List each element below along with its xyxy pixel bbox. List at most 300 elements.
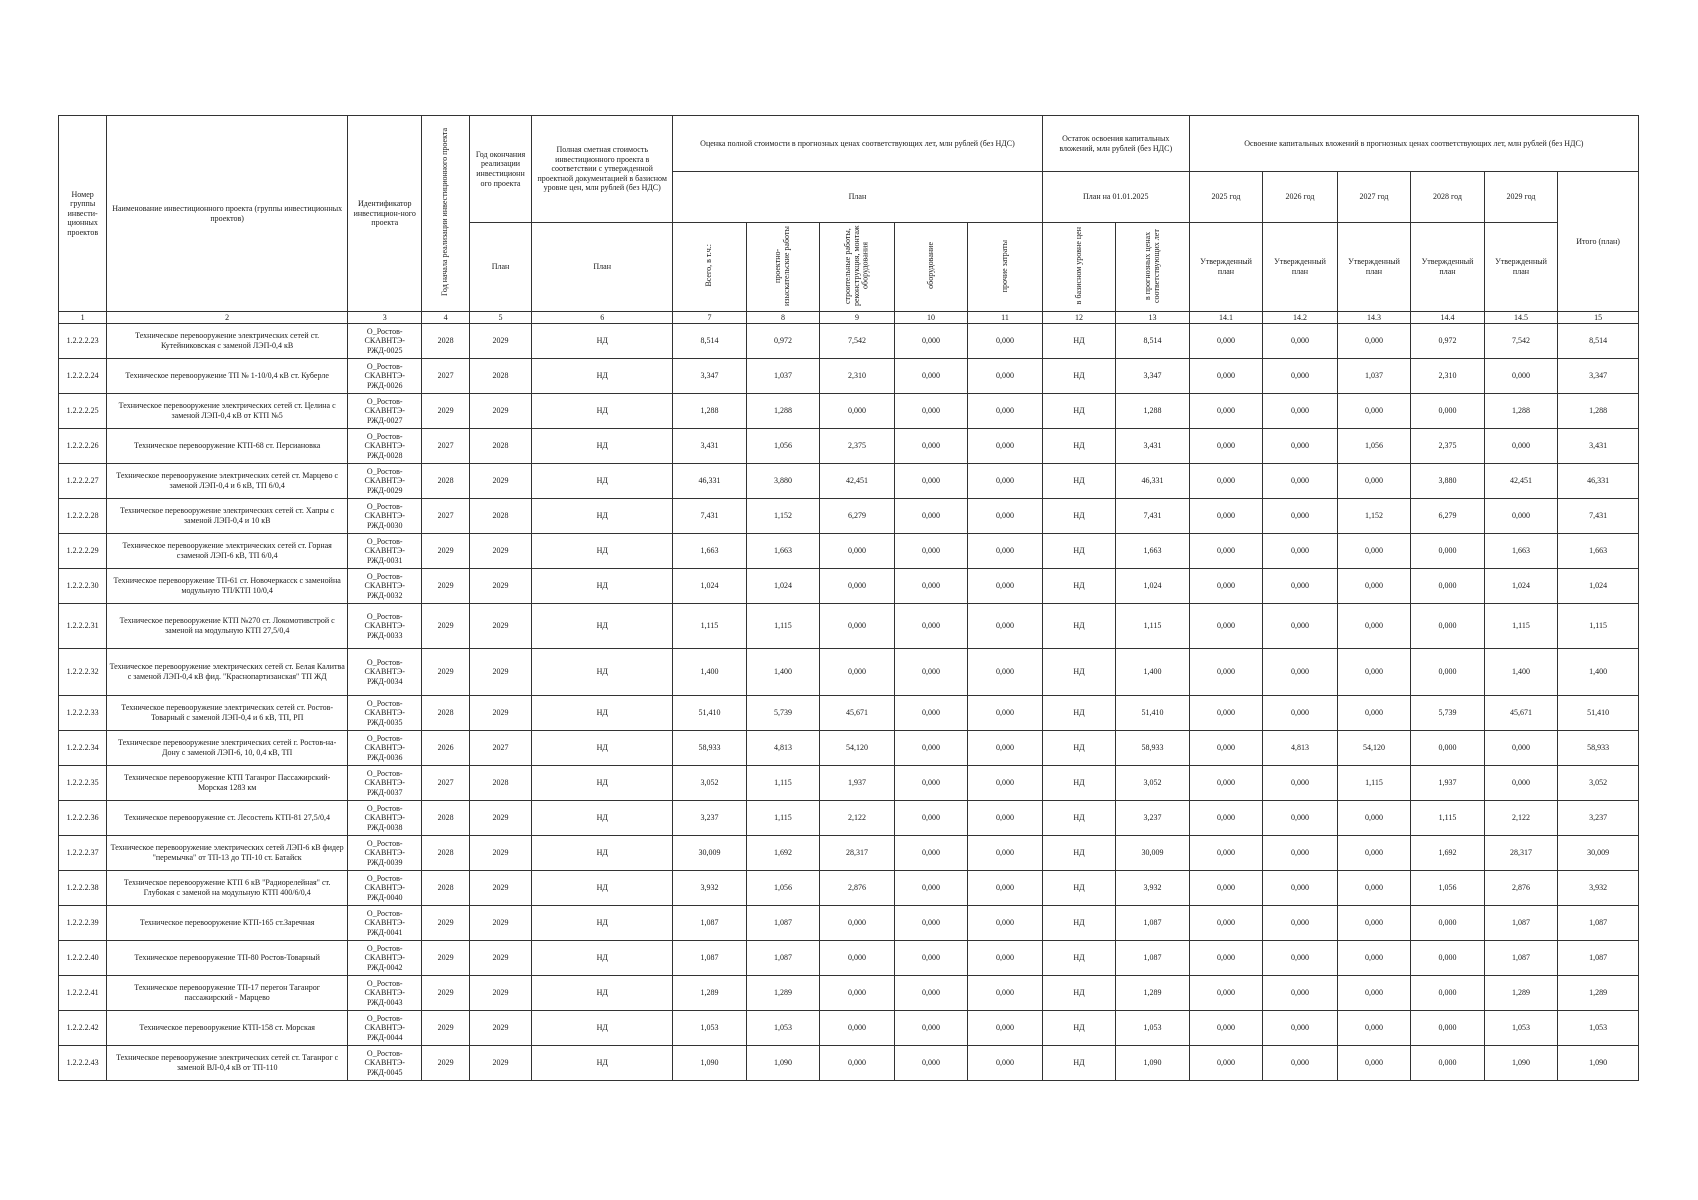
cell-remaining-base: НД: [1042, 906, 1116, 941]
cell-construction: 54,120: [820, 731, 895, 766]
cell-end-year: 2029: [469, 801, 531, 836]
column-number: 6: [532, 312, 673, 324]
cell-base-cost: НД: [532, 871, 673, 906]
cell-end-year: 2029: [469, 976, 531, 1011]
header-approved-2029: Утвержденный план: [1484, 223, 1558, 312]
cell-2026: 0,000: [1263, 359, 1338, 394]
cell-total: 3,932: [673, 871, 747, 906]
cell-total: 1,087: [673, 906, 747, 941]
cell-total-plan: 3,237: [1558, 801, 1639, 836]
cell-group-number: 1.2.2.2.36: [59, 801, 107, 836]
cell-other: 0,000: [968, 394, 1043, 429]
cell-2027: 0,000: [1337, 649, 1411, 696]
table-body: [59, 324, 1639, 1081]
cell-construction: 0,000: [820, 941, 895, 976]
cell-2026: 0,000: [1263, 1046, 1338, 1081]
cell-remaining-base: НД: [1042, 649, 1116, 696]
cell-equipment: 0,000: [894, 871, 968, 906]
cell-other: 0,000: [968, 801, 1043, 836]
cell-group-number: 1.2.2.2.35: [59, 766, 107, 801]
cell-base-cost: НД: [532, 941, 673, 976]
cell-remaining-forecast: 7,431: [1116, 499, 1190, 534]
table-row: [59, 801, 1639, 836]
cell-group-number: 1.2.2.2.43: [59, 1046, 107, 1081]
cell-2026: 0,000: [1263, 906, 1338, 941]
cell-group-number: 1.2.2.2.29: [59, 534, 107, 569]
cell-remaining-base: НД: [1042, 359, 1116, 394]
cell-design: 1,288: [746, 394, 820, 429]
cell-base-cost: НД: [532, 429, 673, 464]
cell-design: 1,053: [746, 1011, 820, 1046]
table-row: [59, 766, 1639, 801]
cell-design: 1,087: [746, 941, 820, 976]
cell-base-cost: НД: [532, 731, 673, 766]
cell-equipment: 0,000: [894, 649, 968, 696]
cell-2025: 0,000: [1189, 941, 1263, 976]
column-number: 3: [347, 312, 422, 324]
column-number: 5: [469, 312, 531, 324]
cell-construction: 0,000: [820, 1011, 895, 1046]
column-number: 7: [673, 312, 747, 324]
cell-equipment: 0,000: [894, 534, 968, 569]
cell-project-id: О_Ростов-СКАВНТЭ-РЖД-0038: [347, 801, 422, 836]
cell-other: 0,000: [968, 649, 1043, 696]
cell-2029: 1,087: [1484, 941, 1558, 976]
cell-design: 1,289: [746, 976, 820, 1011]
cell-project-id: О_Ростов-СКАВНТЭ-РЖД-0031: [347, 534, 422, 569]
cell-project-id: О_Ростов-СКАВНТЭ-РЖД-0036: [347, 731, 422, 766]
cell-2029: 1,024: [1484, 569, 1558, 604]
cell-start-year: 2029: [422, 941, 469, 976]
cell-2029: 7,542: [1484, 324, 1558, 359]
cell-start-year: 2029: [422, 1046, 469, 1081]
cell-project-name: Техническое перевооружение электрических сетей г. Ростов-на-Дону с заменой ЛЭП-6, 10, 0,4 кВ, ТП: [107, 731, 348, 766]
header-end-year: Год окончания реализации инвестиционн ого проекта: [469, 116, 531, 223]
cell-2029: 2,876: [1484, 871, 1558, 906]
cell-2028: 3,880: [1411, 464, 1485, 499]
cell-2027: 0,000: [1337, 1046, 1411, 1081]
cell-remaining-forecast: 58,933: [1116, 731, 1190, 766]
cell-design: 5,739: [746, 696, 820, 731]
header-plan: План: [673, 172, 1043, 223]
cell-2028: 0,972: [1411, 324, 1485, 359]
cell-remaining-forecast: 1,288: [1116, 394, 1190, 429]
cell-2029: 0,000: [1484, 429, 1558, 464]
cell-end-year: 2029: [469, 324, 531, 359]
cell-project-name: Техническое перевооружение электрических сетей ст. Белая Калитва с заменой ЛЭП-0,4 кВ фид. "Краснопартизанская" ТП ЖД: [107, 649, 348, 696]
cell-base-cost: НД: [532, 569, 673, 604]
cell-remaining-forecast: 1,115: [1116, 604, 1190, 649]
cell-2029: 0,000: [1484, 359, 1558, 394]
cell-total: 58,933: [673, 731, 747, 766]
cell-remaining-base: НД: [1042, 499, 1116, 534]
cell-equipment: 0,000: [894, 941, 968, 976]
table-row: [59, 359, 1639, 394]
cell-2029: 1,663: [1484, 534, 1558, 569]
cell-end-year: 2029: [469, 1046, 531, 1081]
cell-remaining-forecast: 46,331: [1116, 464, 1190, 499]
cell-group-number: 1.2.2.2.24: [59, 359, 107, 394]
cell-total: 3,347: [673, 359, 747, 394]
cell-construction: 0,000: [820, 394, 895, 429]
cell-other: 0,000: [968, 1011, 1043, 1046]
cell-construction: 0,000: [820, 649, 895, 696]
header-year-2027: 2027 год: [1337, 172, 1411, 223]
table-header: [59, 116, 1639, 324]
cell-design: 1,692: [746, 836, 820, 871]
cell-2026: 0,000: [1263, 324, 1338, 359]
cell-2027: 1,152: [1337, 499, 1411, 534]
header-sub-construction: строительные работы, реконструкция, монтаж оборудования: [820, 223, 895, 312]
cell-other: 0,000: [968, 766, 1043, 801]
cell-remaining-forecast: 1,087: [1116, 906, 1190, 941]
cell-start-year: 2027: [422, 499, 469, 534]
cell-total-plan: 1,289: [1558, 976, 1639, 1011]
cell-total-plan: 1,288: [1558, 394, 1639, 429]
cell-other: 0,000: [968, 1046, 1043, 1081]
cell-project-name: Техническое перевооружение электрических сетей ст. Целина с заменой ЛЭП-0,4 кВ от КТП №5: [107, 394, 348, 429]
table-row: [59, 499, 1639, 534]
cell-equipment: 0,000: [894, 696, 968, 731]
cell-2026: 0,000: [1263, 429, 1338, 464]
cell-2027: 0,000: [1337, 871, 1411, 906]
table-row: [59, 976, 1639, 1011]
cell-2027: 54,120: [1337, 731, 1411, 766]
cell-2028: 5,739: [1411, 696, 1485, 731]
cell-total-plan: 8,514: [1558, 324, 1639, 359]
cell-2028: 1,115: [1411, 801, 1485, 836]
table-row: [59, 871, 1639, 906]
cell-project-id: О_Ростов-СКАВНТЭ-РЖД-0032: [347, 569, 422, 604]
column-number: 14.5: [1484, 312, 1558, 324]
cell-construction: 2,375: [820, 429, 895, 464]
cell-construction: 42,451: [820, 464, 895, 499]
cell-remaining-base: НД: [1042, 801, 1116, 836]
cell-2026: 0,000: [1263, 534, 1338, 569]
cell-end-year: 2029: [469, 906, 531, 941]
cell-equipment: 0,000: [894, 499, 968, 534]
cell-2027: 0,000: [1337, 976, 1411, 1011]
header-remaining: Остаток освоения капитальных вложений, млн рублей (без НДС): [1042, 116, 1189, 172]
cell-start-year: 2027: [422, 429, 469, 464]
cell-project-id: О_Ростов-СКАВНТЭ-РЖД-0041: [347, 906, 422, 941]
column-number: 11: [968, 312, 1043, 324]
column-number: 15: [1558, 312, 1639, 324]
cell-construction: 0,000: [820, 534, 895, 569]
cell-equipment: 0,000: [894, 906, 968, 941]
cell-remaining-forecast: 30,009: [1116, 836, 1190, 871]
column-number: 14.1: [1189, 312, 1263, 324]
cell-remaining-forecast: 1,087: [1116, 941, 1190, 976]
cell-base-cost: НД: [532, 359, 673, 394]
header-approved-2026: Утвержденный план: [1263, 223, 1338, 312]
cell-total-plan: 1,087: [1558, 906, 1639, 941]
cell-2025: 0,000: [1189, 324, 1263, 359]
cell-design: 1,037: [746, 359, 820, 394]
cell-total: 46,331: [673, 464, 747, 499]
cell-other: 0,000: [968, 499, 1043, 534]
column-number: 8: [746, 312, 820, 324]
cell-2029: 1,053: [1484, 1011, 1558, 1046]
cell-total: 3,052: [673, 766, 747, 801]
cell-remaining-forecast: 3,237: [1116, 801, 1190, 836]
cell-construction: 0,000: [820, 906, 895, 941]
cell-2029: 0,000: [1484, 731, 1558, 766]
cell-end-year: 2029: [469, 871, 531, 906]
cell-base-cost: НД: [532, 766, 673, 801]
table-row: [59, 534, 1639, 569]
cell-total-plan: 1,024: [1558, 569, 1639, 604]
cell-project-name: Техническое перевооружение электрических сетей ст. Марцево с заменой ЛЭП-0,4 и 6 кВ, ТП 6/0,4: [107, 464, 348, 499]
cell-construction: 7,542: [820, 324, 895, 359]
cell-base-cost: НД: [532, 534, 673, 569]
cell-2027: 0,000: [1337, 604, 1411, 649]
cell-project-name: Техническое перевооружение электрических сетей ст. Таганрог с заменой ВЛ-0,4 кВ от ТП-110: [107, 1046, 348, 1081]
cell-2027: 1,056: [1337, 429, 1411, 464]
header-capital-development: Освоение капитальных вложений в прогнозных ценах соответствующих лет, млн рублей (без НДС): [1189, 116, 1638, 172]
cell-other: 0,000: [968, 464, 1043, 499]
column-number: 14.3: [1337, 312, 1411, 324]
cell-start-year: 2028: [422, 464, 469, 499]
cell-group-number: 1.2.2.2.37: [59, 836, 107, 871]
table-row: [59, 324, 1639, 359]
cell-remaining-base: НД: [1042, 976, 1116, 1011]
cell-2026: 0,000: [1263, 1011, 1338, 1046]
cell-2028: 0,000: [1411, 604, 1485, 649]
cell-total-plan: 46,331: [1558, 464, 1639, 499]
header-year-2026: 2026 год: [1263, 172, 1338, 223]
column-number: 2: [107, 312, 348, 324]
header-year-2029: 2029 год: [1484, 172, 1558, 223]
cell-2028: 6,279: [1411, 499, 1485, 534]
cell-other: 0,000: [968, 534, 1043, 569]
cell-total: 1,288: [673, 394, 747, 429]
cell-start-year: 2028: [422, 836, 469, 871]
cell-2025: 0,000: [1189, 534, 1263, 569]
cell-remaining-base: НД: [1042, 766, 1116, 801]
cell-base-cost: НД: [532, 464, 673, 499]
cell-2027: 0,000: [1337, 1011, 1411, 1046]
cell-remaining-forecast: 3,052: [1116, 766, 1190, 801]
cell-equipment: 0,000: [894, 1046, 968, 1081]
cell-remaining-base: НД: [1042, 696, 1116, 731]
cell-end-year: 2028: [469, 359, 531, 394]
cell-2025: 0,000: [1189, 1046, 1263, 1081]
cell-project-name: Техническое перевооружение ТП-80 Ростов-Товарный: [107, 941, 348, 976]
table-row: [59, 731, 1639, 766]
cell-project-id: О_Ростов-СКАВНТЭ-РЖД-0028: [347, 429, 422, 464]
header-sub-plan-6: План: [532, 223, 673, 312]
cell-total-plan: 1,087: [1558, 941, 1639, 976]
cell-2027: 0,000: [1337, 534, 1411, 569]
cell-2028: 2,375: [1411, 429, 1485, 464]
cell-remaining-base: НД: [1042, 941, 1116, 976]
cell-remaining-forecast: 1,289: [1116, 976, 1190, 1011]
cell-total: 3,431: [673, 429, 747, 464]
cell-2029: 1,115: [1484, 604, 1558, 649]
cell-2025: 0,000: [1189, 464, 1263, 499]
cell-2029: 28,317: [1484, 836, 1558, 871]
cell-group-number: 1.2.2.2.42: [59, 1011, 107, 1046]
cell-design: 0,972: [746, 324, 820, 359]
cell-2029: 0,000: [1484, 766, 1558, 801]
cell-2026: 0,000: [1263, 696, 1338, 731]
cell-2025: 0,000: [1189, 359, 1263, 394]
cell-2025: 0,000: [1189, 1011, 1263, 1046]
cell-2029: 1,090: [1484, 1046, 1558, 1081]
cell-2027: 0,000: [1337, 394, 1411, 429]
cell-start-year: 2029: [422, 1011, 469, 1046]
cell-2029: 2,122: [1484, 801, 1558, 836]
cell-project-id: О_Ростов-СКАВНТЭ-РЖД-0026: [347, 359, 422, 394]
header-year-2025: 2025 год: [1189, 172, 1263, 223]
cell-project-id: О_Ростов-СКАВНТЭ-РЖД-0030: [347, 499, 422, 534]
cell-project-name: Техническое перевооружение ТП-61 ст. Новочеркасск с заменойна модульную ТП/КТП 10/0,4: [107, 569, 348, 604]
header-group-number: Номер группы инвести-ционных проектов: [59, 116, 107, 312]
cell-other: 0,000: [968, 976, 1043, 1011]
cell-equipment: 0,000: [894, 1011, 968, 1046]
cell-construction: 6,279: [820, 499, 895, 534]
cell-other: 0,000: [968, 604, 1043, 649]
cell-2028: 0,000: [1411, 906, 1485, 941]
cell-start-year: 2028: [422, 801, 469, 836]
cell-base-cost: НД: [532, 604, 673, 649]
cell-2026: 0,000: [1263, 836, 1338, 871]
cell-design: 1,152: [746, 499, 820, 534]
column-number: 10: [894, 312, 968, 324]
cell-group-number: 1.2.2.2.40: [59, 941, 107, 976]
cell-end-year: 2028: [469, 429, 531, 464]
cell-design: 1,056: [746, 429, 820, 464]
cell-equipment: 0,000: [894, 731, 968, 766]
cell-total: 30,009: [673, 836, 747, 871]
cell-total: 1,087: [673, 941, 747, 976]
cell-total-plan: 1,115: [1558, 604, 1639, 649]
cell-total-plan: 3,932: [1558, 871, 1639, 906]
cell-construction: 45,671: [820, 696, 895, 731]
cell-2025: 0,000: [1189, 649, 1263, 696]
cell-project-id: О_Ростов-СКАВНТЭ-РЖД-0039: [347, 836, 422, 871]
cell-total: 1,090: [673, 1046, 747, 1081]
cell-remaining-base: НД: [1042, 394, 1116, 429]
header-forecast-cost: Оценка полной стоимости в прогнозных ценах соответствующих лет, млн рублей (без НДС): [673, 116, 1043, 172]
cell-project-id: О_Ростов-СКАВНТЭ-РЖД-0034: [347, 649, 422, 696]
cell-other: 0,000: [968, 836, 1043, 871]
table-row: [59, 1011, 1639, 1046]
cell-2026: 0,000: [1263, 766, 1338, 801]
cell-total: 3,237: [673, 801, 747, 836]
header-total-plan: Итого (план): [1558, 172, 1639, 312]
cell-2026: 0,000: [1263, 464, 1338, 499]
header-year-2028: 2028 год: [1411, 172, 1485, 223]
cell-total-plan: 7,431: [1558, 499, 1639, 534]
cell-2025: 0,000: [1189, 871, 1263, 906]
cell-other: 0,000: [968, 429, 1043, 464]
cell-2026: 0,000: [1263, 649, 1338, 696]
cell-construction: 0,000: [820, 569, 895, 604]
cell-2025: 0,000: [1189, 731, 1263, 766]
cell-equipment: 0,000: [894, 394, 968, 429]
cell-base-cost: НД: [532, 836, 673, 871]
cell-start-year: 2029: [422, 534, 469, 569]
cell-end-year: 2029: [469, 604, 531, 649]
cell-2028: 0,000: [1411, 1011, 1485, 1046]
header-approved-2025: Утвержденный план: [1189, 223, 1263, 312]
cell-2028: 0,000: [1411, 649, 1485, 696]
cell-construction: 28,317: [820, 836, 895, 871]
column-number: 9: [820, 312, 895, 324]
cell-2026: 0,000: [1263, 499, 1338, 534]
cell-2027: 0,000: [1337, 464, 1411, 499]
cell-2026: 0,000: [1263, 801, 1338, 836]
column-number: 1: [59, 312, 107, 324]
cell-2025: 0,000: [1189, 801, 1263, 836]
cell-2028: 0,000: [1411, 941, 1485, 976]
cell-end-year: 2029: [469, 534, 531, 569]
cell-project-name: Техническое перевооружение электрических сетей ст. Ростов-Товарный с заменой ЛЭП-0,4 и 6 кВ, ТП, РП: [107, 696, 348, 731]
investment-projects-table: [58, 115, 1639, 1081]
cell-project-id: О_Ростов-СКАВНТЭ-РЖД-0035: [347, 696, 422, 731]
cell-other: 0,000: [968, 569, 1043, 604]
cell-project-name: Техническое перевооружение КТП 6 кВ "Радиорелейная" ст. Глубокая с заменой на модульную КТП 400/6/0,4: [107, 871, 348, 906]
column-number: 14.4: [1411, 312, 1485, 324]
cell-2025: 0,000: [1189, 906, 1263, 941]
table-row: [59, 394, 1639, 429]
cell-base-cost: НД: [532, 499, 673, 534]
cell-construction: 2,122: [820, 801, 895, 836]
cell-2026: 0,000: [1263, 394, 1338, 429]
column-number: 4: [422, 312, 469, 324]
cell-project-id: О_Ростов-СКАВНТЭ-РЖД-0037: [347, 766, 422, 801]
cell-group-number: 1.2.2.2.30: [59, 569, 107, 604]
header-sub-other: прочие затраты: [968, 223, 1043, 312]
cell-design: 1,087: [746, 906, 820, 941]
cell-2028: 0,000: [1411, 976, 1485, 1011]
cell-total-plan: 3,431: [1558, 429, 1639, 464]
cell-2025: 0,000: [1189, 394, 1263, 429]
cell-total-plan: 30,009: [1558, 836, 1639, 871]
cell-equipment: 0,000: [894, 836, 968, 871]
cell-2025: 0,000: [1189, 429, 1263, 464]
cell-remaining-base: НД: [1042, 1011, 1116, 1046]
table-row: [59, 836, 1639, 871]
cell-remaining-forecast: 1,024: [1116, 569, 1190, 604]
cell-equipment: 0,000: [894, 976, 968, 1011]
cell-2027: 0,000: [1337, 696, 1411, 731]
cell-end-year: 2029: [469, 1011, 531, 1046]
cell-project-id: О_Ростов-СКАВНТЭ-РЖД-0044: [347, 1011, 422, 1046]
cell-2028: 0,000: [1411, 394, 1485, 429]
cell-total-plan: 1,400: [1558, 649, 1639, 696]
cell-group-number: 1.2.2.2.31: [59, 604, 107, 649]
cell-other: 0,000: [968, 871, 1043, 906]
cell-construction: 0,000: [820, 604, 895, 649]
cell-2026: 0,000: [1263, 604, 1338, 649]
cell-total-plan: 1,090: [1558, 1046, 1639, 1081]
cell-equipment: 0,000: [894, 464, 968, 499]
cell-end-year: 2029: [469, 836, 531, 871]
cell-design: 1,115: [746, 604, 820, 649]
table-row: [59, 906, 1639, 941]
cell-remaining-forecast: 1,053: [1116, 1011, 1190, 1046]
cell-2028: 1,692: [1411, 836, 1485, 871]
cell-base-cost: НД: [532, 324, 673, 359]
header-start-year: Год начала реализации инвестиционного проекта: [422, 116, 469, 312]
cell-project-name: Техническое перевооружение КТП-68 ст. Персиановка: [107, 429, 348, 464]
cell-start-year: 2029: [422, 649, 469, 696]
cell-construction: 0,000: [820, 1046, 895, 1081]
cell-start-year: 2029: [422, 569, 469, 604]
